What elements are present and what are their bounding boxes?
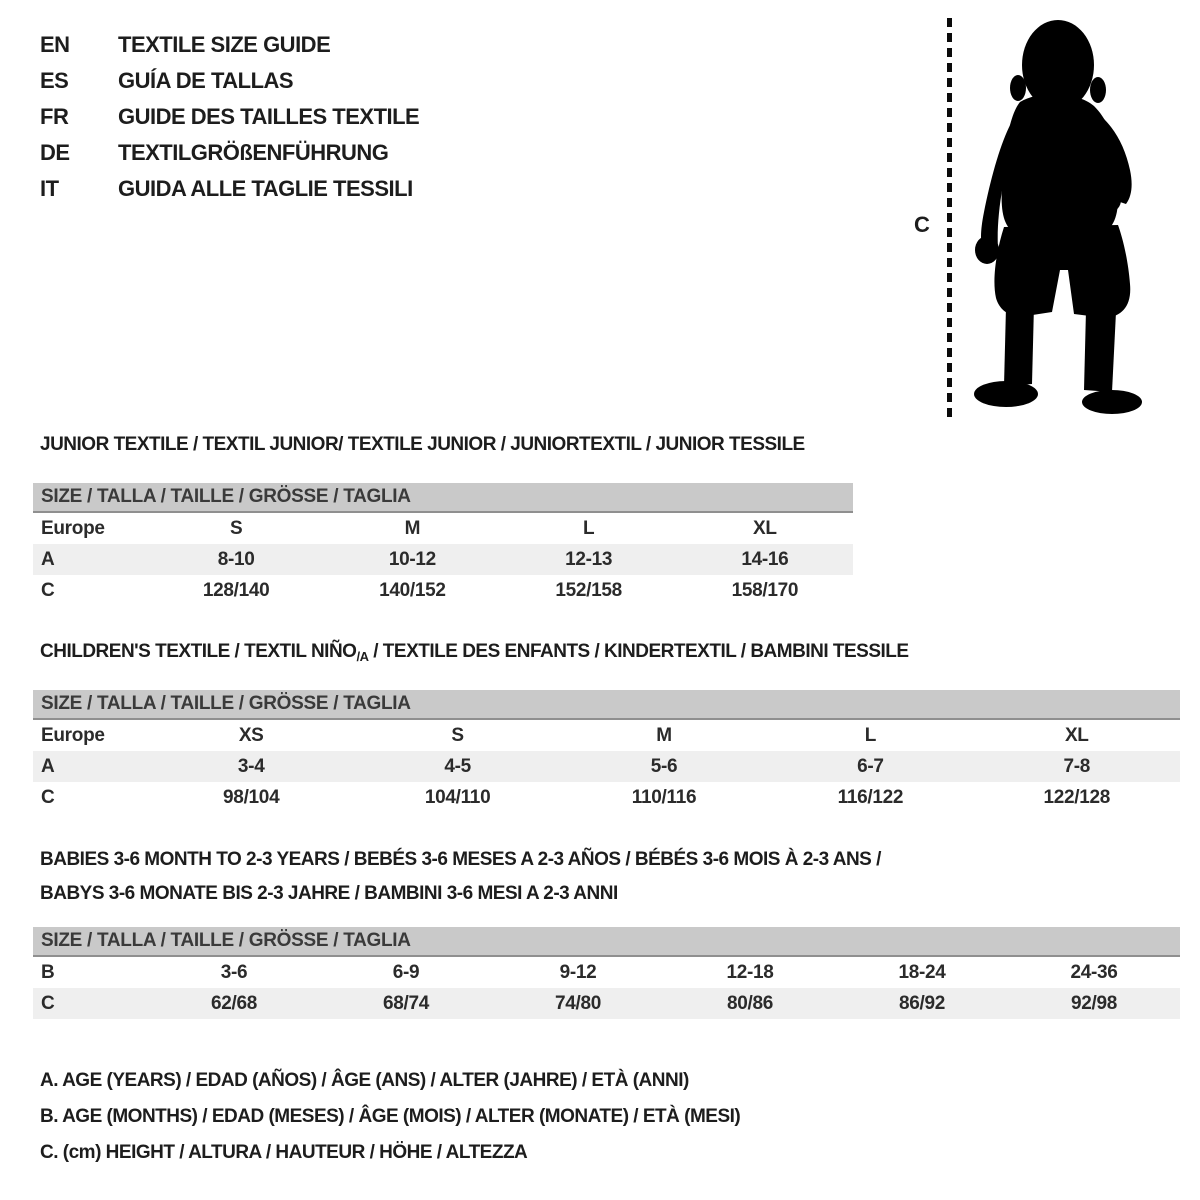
babies-size-table (33, 927, 1180, 1019)
lang-title-it: GUIDA ALLE TAGLIE TESSILI (118, 176, 413, 201)
value-cell: 116/122 (837, 787, 904, 808)
lang-title-fr: GUIDE DES TAILLES TEXTILE (118, 104, 420, 129)
value-cell: 104/110 (424, 787, 491, 808)
size-cell: L (582, 518, 595, 539)
size-cell: M (656, 725, 672, 746)
lang-row-en (40, 27, 419, 63)
value-cell: 140/152 (379, 580, 446, 601)
legend-line-c: C. (cm) HEIGHT / ALTURA / HAUTEUR / HÖHE / ALTEZZA (40, 1142, 528, 1163)
size-cell: L (864, 725, 877, 746)
legend-line-b: B. AGE (MONTHS) / EDAD (MESES) / ÂGE (MOIS) / ALTER (MONATE) / ETÀ (MESI) (40, 1106, 741, 1127)
value-cell: 5-6 (650, 756, 678, 777)
value-cell: 128/140 (202, 580, 270, 601)
lang-row-it (40, 171, 419, 207)
lang-title-en: TEXTILE SIZE GUIDE (118, 32, 331, 57)
junior-section-title: JUNIOR TEXTILE / TEXTIL JUNIOR/ TEXTILE JUNIOR / JUNIORTEXTIL / JUNIOR TESSILE (40, 434, 805, 455)
junior-europe-row (33, 513, 853, 544)
size-cell: M (404, 518, 421, 539)
value-cell: 6-9 (392, 962, 420, 983)
row-label: A (41, 549, 55, 570)
lang-code-en: EN (40, 32, 70, 57)
value-cell: 4-5 (444, 756, 471, 777)
babies-title-line1: BABIES 3-6 MONTH TO 2-3 YEARS / BEBÉS 3-6 MESES A 2-3 AÑOS / BÉBÉS 3-6 MOIS À 2-3 ANS / (40, 849, 881, 870)
size-cell: S (451, 725, 464, 746)
lang-code-fr: FR (40, 104, 69, 129)
value-cell: 92/98 (1070, 993, 1118, 1014)
row-label: Europe (41, 725, 105, 746)
babies-section-title (40, 843, 881, 911)
babies-size-header-bar: SIZE / TALLA / TAILLE / GRÖSSE / TAGLIA (33, 927, 1180, 957)
children-age-row (33, 751, 1180, 782)
value-cell: 86/92 (898, 993, 946, 1014)
value-cell: 9-12 (559, 962, 597, 983)
size-cell: S (229, 518, 243, 539)
children-title-part1: CHILDREN'S TEXTILE / TEXTIL NIÑO (40, 641, 357, 662)
value-cell: 158/170 (731, 580, 799, 601)
toddler-silhouette-icon (960, 12, 1145, 420)
junior-height-row (33, 575, 853, 606)
value-cell: 80/86 (726, 993, 774, 1014)
lang-row-fr (40, 99, 419, 135)
junior-age-row (33, 544, 853, 575)
row-label: B (41, 962, 55, 983)
lang-code-de: DE (40, 140, 70, 165)
value-cell: 74/80 (554, 993, 602, 1014)
children-size-header-bar: SIZE / TALLA / TAILLE / GRÖSSE / TAGLIA (33, 690, 1180, 720)
value-cell: 152/158 (555, 580, 622, 601)
value-cell: 6-7 (857, 756, 884, 777)
value-cell: 18-24 (898, 962, 946, 983)
value-cell: 7-8 (1063, 756, 1091, 777)
babies-title-line2: BABYS 3-6 MONATE BIS 2-3 JAHRE / BAMBINI 3-6 MESI A 2-3 ANNI (40, 883, 618, 904)
language-title-block (40, 27, 419, 207)
value-cell: 3-6 (220, 962, 248, 983)
babies-months-row (33, 957, 1180, 988)
children-title-sub: /A (356, 649, 369, 664)
lang-code-it: IT (40, 176, 59, 201)
row-label: C (41, 580, 55, 601)
value-cell: 62/68 (210, 993, 258, 1014)
junior-size-table (33, 483, 853, 606)
value-cell: 24-36 (1070, 962, 1118, 983)
lang-row-de (40, 135, 419, 171)
size-cell: XL (1064, 725, 1089, 746)
value-cell: 68/74 (382, 993, 430, 1014)
value-cell: 10-12 (388, 549, 436, 570)
children-europe-row (33, 720, 1180, 751)
row-label: Europe (41, 518, 105, 539)
legend-line-a: A. AGE (YEARS) / EDAD (AÑOS) / ÂGE (ANS) / ALTER (JAHRE) / ETÀ (ANNI) (40, 1070, 689, 1091)
value-cell: 110/116 (631, 787, 697, 808)
value-cell: 14-16 (741, 549, 789, 570)
children-size-table (33, 690, 1180, 813)
children-title-part2: / TEXTILE DES ENFANTS / KINDERTEXTIL / BAMBINI TESSILE (368, 641, 909, 662)
value-cell: 98/104 (223, 787, 280, 808)
lang-title-de: TEXTILGRÖßENFÜHRUNG (118, 140, 389, 165)
babies-height-row (33, 988, 1180, 1019)
lang-title-es: GUÍA DE TALLAS (118, 68, 294, 93)
children-section-title (40, 641, 909, 664)
value-cell: 3-4 (237, 756, 265, 777)
row-label: C (41, 993, 55, 1014)
row-label: A (41, 756, 55, 777)
height-measure-dashed-line (947, 18, 952, 418)
value-cell: 12-13 (565, 549, 613, 570)
lang-row-es (40, 63, 419, 99)
lang-code-es: ES (40, 68, 69, 93)
children-height-row (33, 782, 1180, 813)
value-cell: 122/128 (1043, 787, 1111, 808)
height-measure-label: C (914, 212, 930, 237)
size-cell: XS (238, 725, 264, 746)
value-cell: 8-10 (217, 549, 255, 570)
size-cell: XL (753, 518, 777, 539)
junior-size-header-bar: SIZE / TALLA / TAILLE / GRÖSSE / TAGLIA (33, 483, 853, 513)
value-cell: 12-18 (726, 962, 774, 983)
row-label: C (41, 787, 55, 808)
measurement-legend (40, 1063, 740, 1171)
